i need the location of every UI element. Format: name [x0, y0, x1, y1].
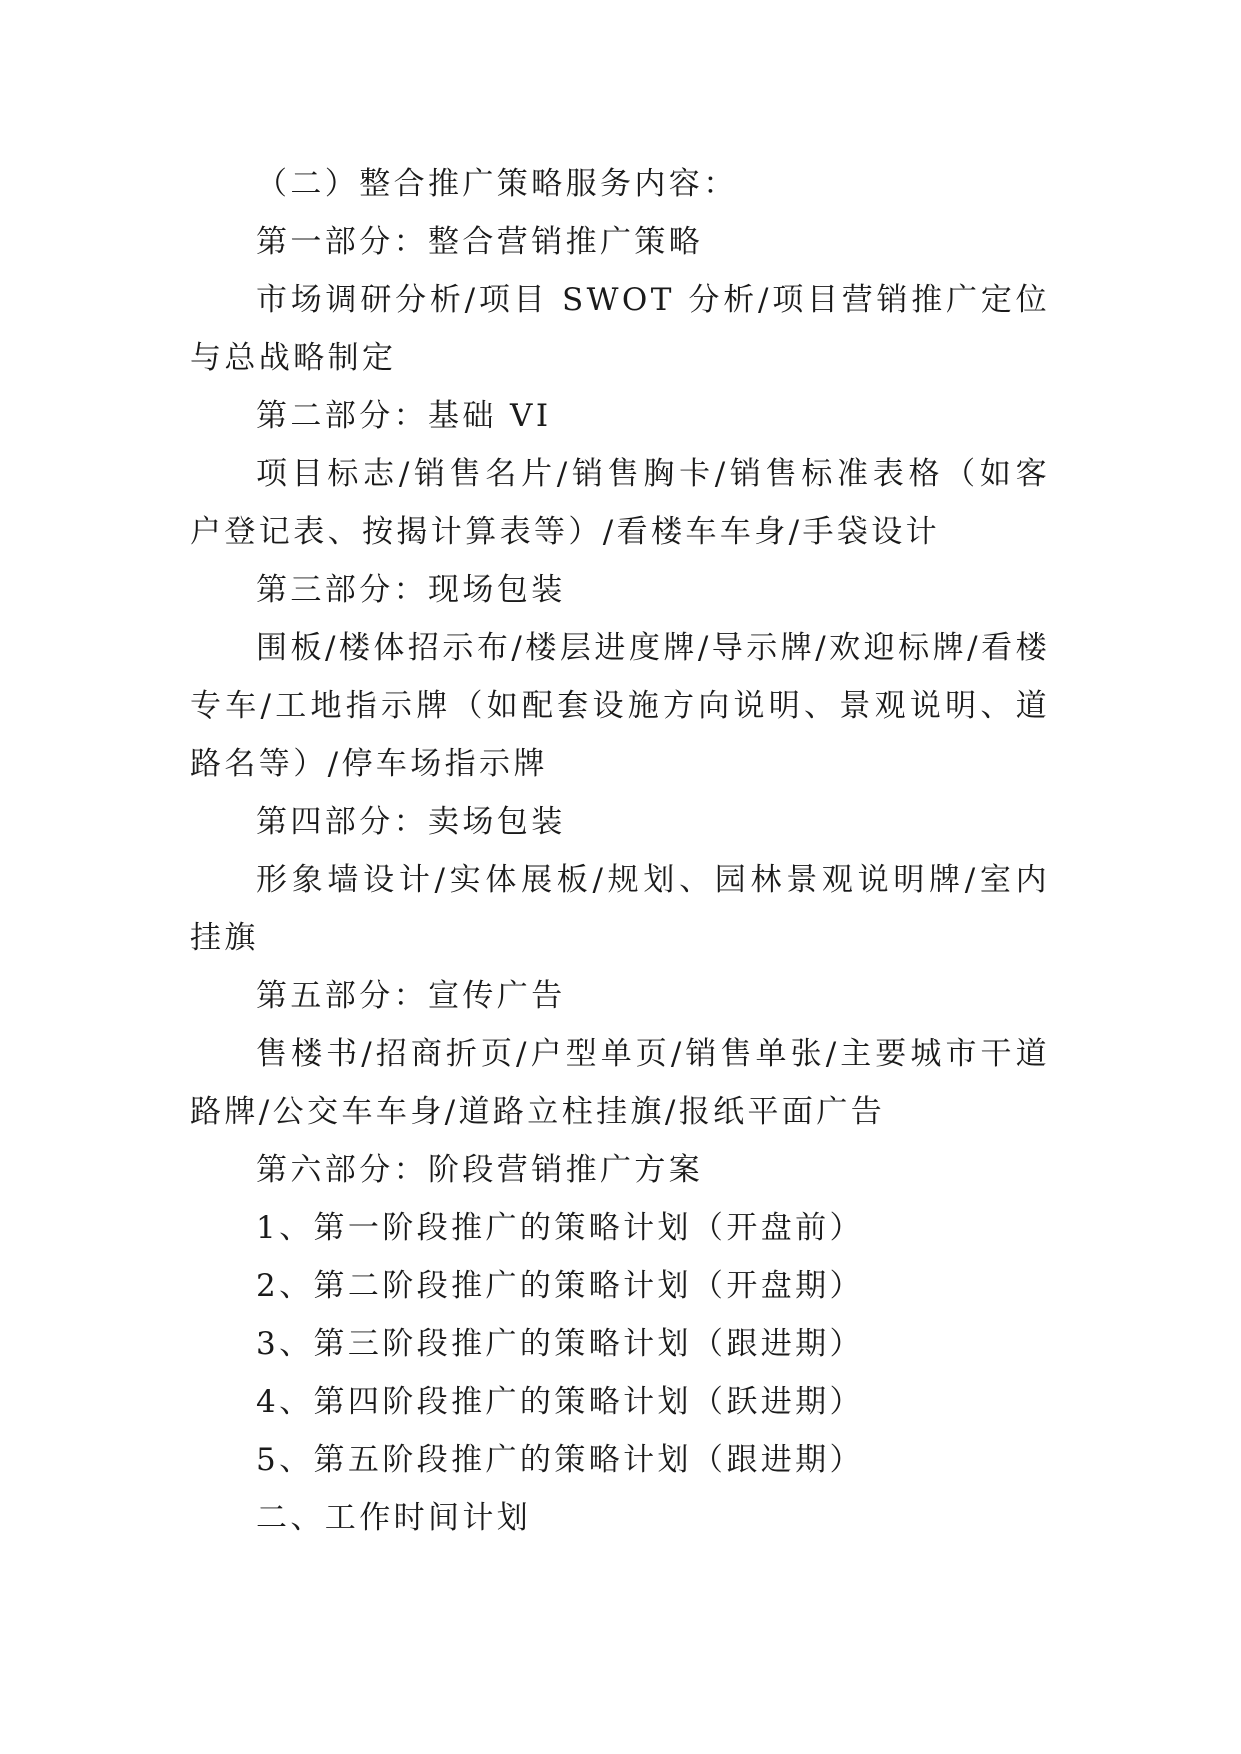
document-body	[190, 155, 1050, 1547]
part-content: 市场调研分析/项目 SWOT 分析/项目营销推广定位与总战略制定	[190, 282, 1050, 376]
part-heading: 第六部分：阶段营销推广方案	[256, 1152, 704, 1188]
part-content: 项目标志/销售名片/销售胸卡/销售标准表格（如客户登记表、按揭计算表等）/看楼车车身/手袋设计	[190, 456, 1050, 550]
part-heading: 第四部分：卖场包装	[256, 804, 566, 840]
list-item: 4、第四阶段推广的策略计划（跃进期）	[256, 1384, 864, 1420]
list-item: 2、第二阶段推广的策略计划（开盘期）	[256, 1268, 864, 1304]
part-content: 围板/楼体招示布/楼层进度牌/导示牌/欢迎标牌/看楼专车/工地指示牌（如配套设施方向说明、景观说明、道路名等）/停车场指示牌	[190, 630, 1050, 782]
part-heading: 第一部分：整合营销推广策略	[256, 224, 704, 260]
part-heading: 第五部分：宣传广告	[256, 978, 566, 1014]
list-item: 1、第一阶段推广的策略计划（开盘前）	[256, 1210, 864, 1246]
section-heading: （二）整合推广策略服务内容：	[256, 166, 738, 202]
part-heading: 第三部分：现场包装	[256, 572, 566, 608]
part-heading: 第二部分：基础 VI	[256, 398, 552, 434]
part-content: 形象墙设计/实体展板/规划、园林景观说明牌/室内挂旗	[190, 862, 1050, 956]
section-heading: 二、工作时间计划	[256, 1500, 532, 1536]
list-item: 3、第三阶段推广的策略计划（跟进期）	[256, 1326, 864, 1362]
list-item: 5、第五阶段推广的策略计划（跟进期）	[256, 1442, 864, 1478]
part-content: 售楼书/招商折页/户型单页/销售单张/主要城市干道路牌/公交车车身/道路立柱挂旗/报纸平面广告	[190, 1036, 1050, 1130]
